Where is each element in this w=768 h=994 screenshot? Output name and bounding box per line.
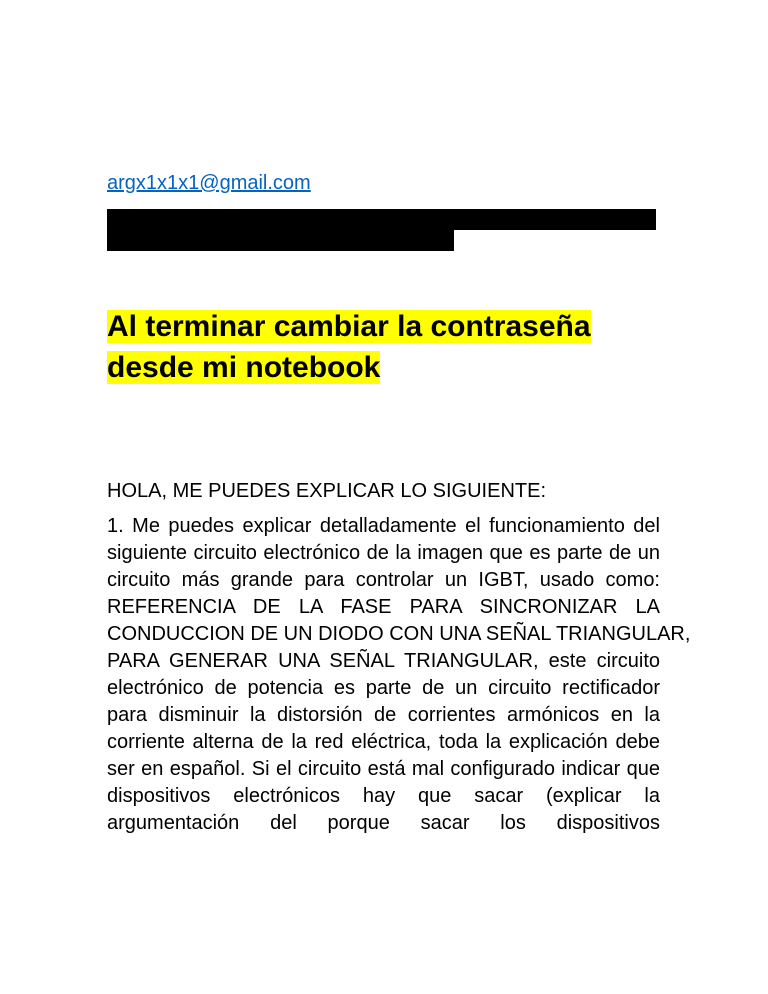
paragraph-line: ser en español. Si el circuito está mal configurado indicar que	[107, 758, 660, 780]
paragraph-line: dispositivos electrónicos hay que sacar (explicar la	[107, 785, 660, 807]
redacted-text-block	[107, 230, 454, 251]
paragraph-line: electrónico de potencia es parte de un circuito rectificador	[107, 677, 660, 699]
paragraph-line: para disminuir la distorsión de corrientes armónicos en la	[107, 704, 660, 726]
redacted-text-block	[107, 209, 656, 230]
paragraph-line: circuito más grande para controlar un IGBT, usado como:	[107, 569, 660, 591]
paragraph-line: argumentación del porque sacar los dispositivos	[107, 812, 660, 834]
paragraph-line: corriente alterna de la red eléctrica, toda la explicación debe	[107, 731, 660, 753]
paragraph-line: REFERENCIA DE LA FASE PARA SINCRONIZAR LA	[107, 596, 660, 618]
question-paragraph	[107, 513, 691, 837]
paragraph-line: 1. Me puedes explicar detalladamente el funcionamiento del	[107, 515, 660, 537]
paragraph-line: CONDUCCION DE UN DIODO CON UNA SEÑAL TRIANGULAR,	[107, 623, 691, 645]
heading-text: Al terminar cambiar la contraseña desde mi notebook	[107, 310, 591, 384]
paragraph-line: PARA GENERAR UNA SEÑAL TRIANGULAR, este circuito	[107, 650, 660, 672]
paragraph-line: siguiente circuito electrónico de la imagen que es parte de un	[107, 542, 660, 564]
highlighted-heading	[107, 306, 667, 388]
greeting-line: HOLA, ME PUEDES EXPLICAR LO SIGUIENTE:	[107, 480, 547, 502]
email-link[interactable]: argx1x1x1@gmail.com	[107, 172, 311, 194]
